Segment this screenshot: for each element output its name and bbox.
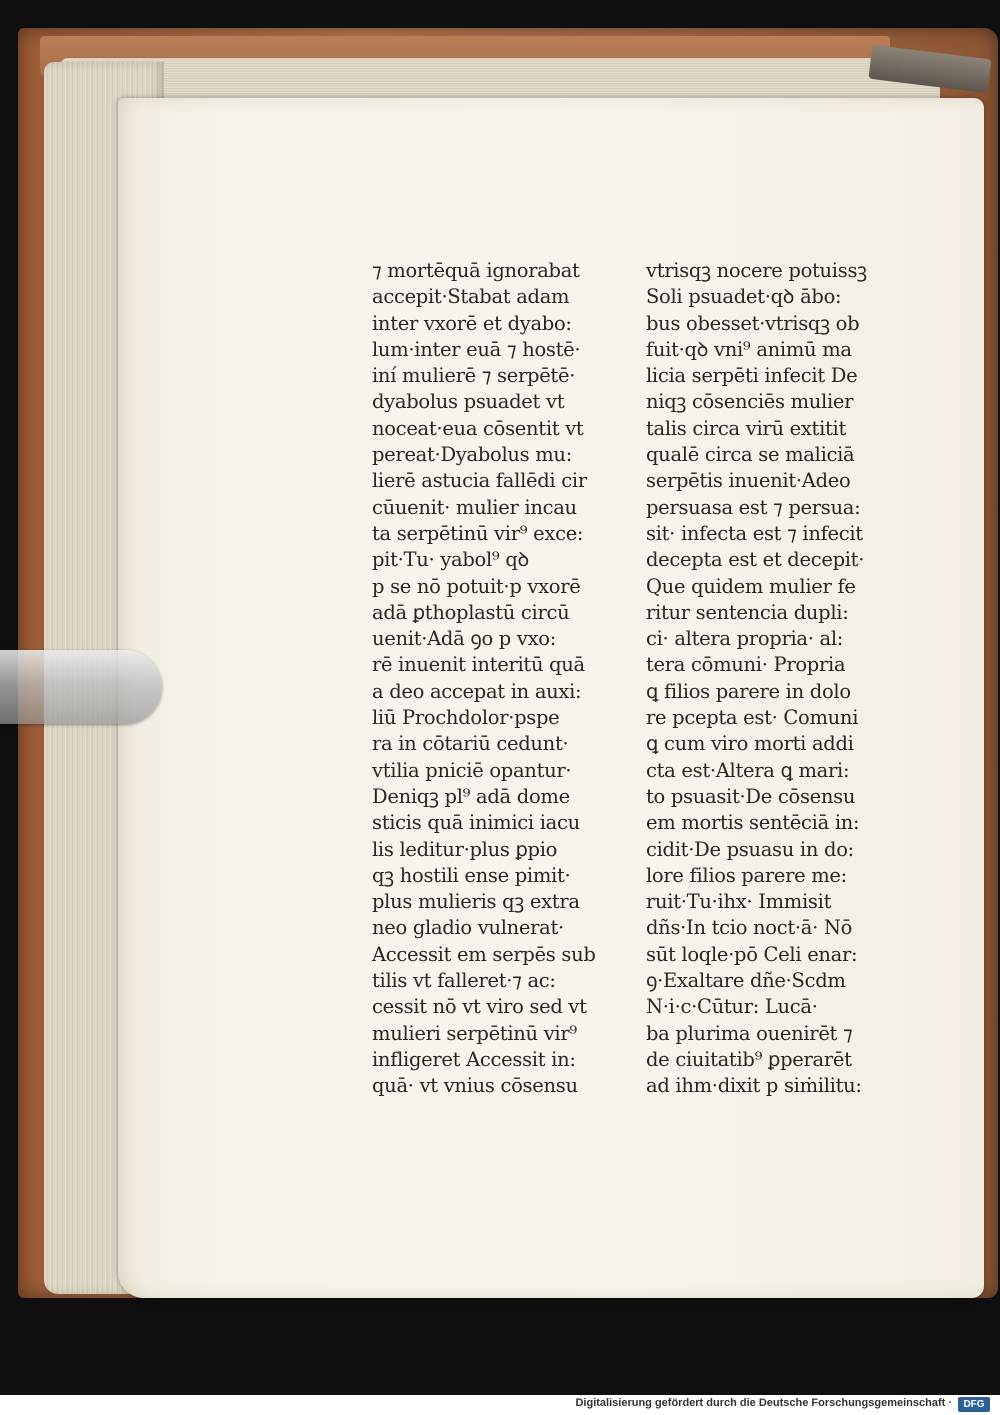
text-line: re pcepta est· Comuni [646, 706, 859, 730]
text-line: Soli psuadet·qꝺ ābo: [646, 285, 842, 309]
text-line: accepit·Stabat adam [372, 285, 570, 309]
text-line: cta est·Altera ꝗ mari: [646, 758, 850, 782]
text-line: rē inuenit interitū quā [372, 653, 585, 677]
text-line: sūt loqle·pō Celi enar: [646, 942, 858, 966]
text-line: cessit nō vt viro sed vt [372, 995, 587, 1019]
text-line: adā ꝑthoplastū circū [372, 600, 570, 624]
text-line: de ciuitatib⁹ ꝑperarēt [646, 1047, 852, 1071]
text-line: qꝫ hostili ense pimit· [372, 863, 571, 887]
text-line: qualē circa se maliciā [646, 443, 855, 467]
text-line: ruit·Tu·ihx· Immisit [646, 890, 832, 914]
text-line: tilis vt falleret·⁊ ac: [372, 969, 556, 993]
text-column-left [372, 258, 612, 1100]
text-line: to psuasit·De cōsensu [646, 784, 856, 808]
digitization-footer [0, 1395, 1000, 1415]
text-line: ci· altera propria· al: [646, 627, 844, 651]
text-line: dyabolus psuadet vt [372, 390, 565, 414]
text-line: ꝗ cum viro morti addi [646, 732, 854, 756]
text-line: p se nō potuit·p vxorē [372, 574, 581, 598]
text-line: serpētis inuenit·Adeo [646, 469, 851, 493]
text-line: plus mulieris qꝫ extra [372, 890, 580, 914]
text-line: quā· vt vnius cōsensu [372, 1074, 578, 1098]
text-line: lore filios parere me: [646, 863, 847, 887]
text-line: sit· infecta est ⁊ infecit [646, 521, 863, 545]
text-line: lierē astucia fallēdi cir [372, 469, 587, 493]
text-column-right [646, 258, 886, 1100]
text-line: Accessit em serpēs sub [372, 942, 596, 966]
text-line: ra in cōtariū cedunt· [372, 732, 569, 756]
text-line: pit·Tu· yabol⁹ qꝺ [372, 548, 529, 572]
text-line: pereat·Dyabolus mu: [372, 443, 572, 467]
text-line: lis leditur·plus ꝑpio [372, 837, 558, 861]
glass-page-weight [0, 650, 162, 724]
text-line: ⁊ mortēquā ignorabat [372, 259, 580, 282]
text-line: a deo accepat in auxi: [372, 679, 582, 703]
text-line: sticis quā inimici iacu [372, 811, 580, 835]
text-line: inter vxorē et dyabo: [372, 311, 572, 335]
text-line: uenit·Adā ꝯo p vxo: [372, 627, 557, 651]
text-line: ꝯ·Exaltare dñe·Scdm [646, 969, 846, 993]
text-line: ba plurima ouenirēt ⁊ [646, 1021, 853, 1045]
text-line: vtrisqꝫ nocere potuissꝫ [646, 259, 867, 282]
text-line: neo gladio vulnerat· [372, 916, 564, 940]
text-line: liū Prochdolor·pspe [372, 706, 560, 730]
text-line: em mortis sentēciā in: [646, 811, 860, 835]
text-line: ta serpētinū vir⁹ exce: [372, 521, 584, 545]
text-line: noceat·eua cōsentit vt [372, 416, 584, 440]
footer-credit: Digitalisierung gefördert durch die Deutsche Forschungsgemeinschaft · [575, 1397, 952, 1409]
text-line: bus obesset·vtrisqꝫ ob [646, 311, 860, 335]
text-line: ritur sentencia dupli: [646, 600, 849, 624]
text-line: tera cōmuni· Propria [646, 653, 846, 677]
text-line: decepta est et decepit· [646, 548, 865, 572]
text-line: ꝗ filios parere in dolo [646, 679, 851, 703]
text-line: fuit·qꝺ vni⁹ animū ma [646, 337, 852, 361]
text-line: niqꝫ cōsenciēs mulier [646, 390, 854, 414]
text-line: infligeret Accessit in: [372, 1047, 576, 1071]
text-line: lum·inter euā ⁊ hostē· [372, 337, 581, 361]
text-line: mulieri serpētinū vir⁹ [372, 1021, 577, 1045]
text-line: N·i·c·Cūtur: Lucā· [646, 995, 818, 1019]
text-line: Deniqꝫ pl⁹ adā dome [372, 784, 570, 808]
text-line: licia serpēti infecit De [646, 364, 858, 388]
text-line: ad ihm·dixit p siṁilitu: [646, 1074, 862, 1098]
dfg-logo-icon: DFG [958, 1397, 990, 1412]
text-line: vtilia pniciē opantur· [372, 758, 572, 782]
text-line: dñs·In tcio noct·ā· Nō [646, 916, 853, 940]
text-line: talis circa virū extitit [646, 416, 847, 440]
text-line: Que quidem mulier fe [646, 574, 856, 598]
text-line: iní mulierē ⁊ serpētē· [372, 364, 576, 388]
text-line: cūuenit· mulier incau [372, 495, 577, 519]
text-line: persuasa est ⁊ persua: [646, 495, 861, 519]
text-line: cidit·De psuasu in do: [646, 837, 854, 861]
